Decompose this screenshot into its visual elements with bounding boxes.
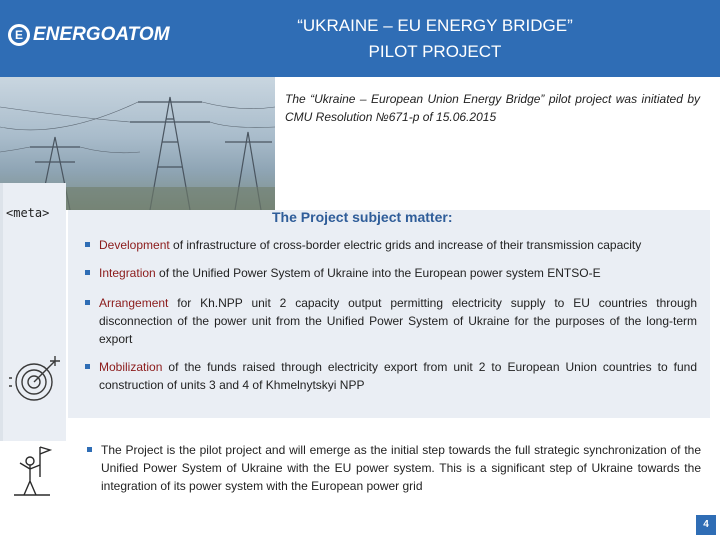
- target-icon: [8, 352, 64, 408]
- square-bullet-icon: [85, 270, 90, 275]
- page-number: 4: [696, 515, 716, 535]
- intro-text: The “Ukraine – European Union Energy Bridge” pilot project was initiated by CMU Resolution №671-р of 15.06.2015: [285, 92, 701, 124]
- conclusion-text: The Project is the pilot project and will emerge as the initial step towards the full strategic synchronization of the Unified Power System of Ukraine with the EU power system. This is a significant step of Ukraine towards the integration of its power system with the European power grid: [85, 441, 701, 495]
- energoatom-logo: [8, 20, 170, 50]
- list-item: Development of infrastructure of cross-border electric grids and increase of their transmission capacity: [85, 236, 697, 254]
- square-bullet-icon: [87, 447, 92, 452]
- list-item: Integration of the Unified Power System of Ukraine into the European power system ENTSO-E: [85, 264, 697, 282]
- header-bar: [0, 0, 720, 77]
- project-name: “Ukraine – European Union Energy Bridge”: [310, 92, 545, 106]
- title-line-1: “UKRAINE – EU ENERGY BRIDGE”: [297, 16, 573, 35]
- logo-text: ENERGOATOM: [33, 24, 170, 45]
- square-bullet-icon: [85, 364, 90, 369]
- square-bullet-icon: [85, 242, 90, 247]
- list-item: Arrangement for Kh.NPP unit 2 capacity output permitting electricity supply to EU countries through disconnection of the power unit from the Unified Power System of Ukraine for the purposes of the long-term export: [85, 294, 697, 348]
- square-bullet-icon: [85, 300, 90, 305]
- title-line-2: PILOT PROJECT: [368, 42, 502, 61]
- subject-bullet-list: [85, 236, 697, 394]
- subject-title: The Project subject matter:: [272, 209, 453, 225]
- list-item: Mobilization of the funds raised through electricity export from unit 2 to European Union countries to fund construction of units 3 and 4 of Khmelnytskyi NPP: [85, 358, 697, 394]
- page-title: [250, 13, 620, 65]
- meta-tag-label: <meta>: [6, 206, 50, 220]
- logo-e-icon: E: [8, 24, 30, 46]
- person-flag-icon: [12, 443, 52, 513]
